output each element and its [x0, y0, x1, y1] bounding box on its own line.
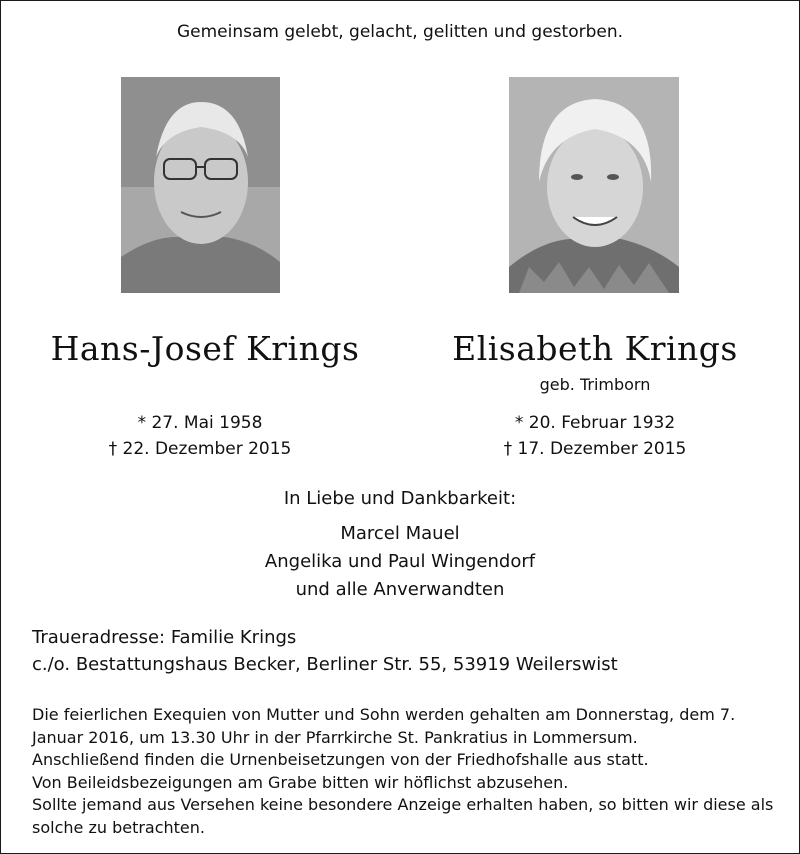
- mourner-name: Angelika und Paul Wingendorf: [264, 551, 536, 572]
- birth-date-hans-josef: * 27. Mai 1958: [137, 413, 263, 433]
- motto: Gemeinsam gelebt, gelacht, gelitten und gestorben.: [176, 22, 624, 42]
- birth-date-elisabeth: * 20. Februar 1932: [514, 413, 676, 433]
- mourners-heading: In Liebe und Dankbarkeit:: [283, 488, 517, 509]
- death-date-hans-josef: † 22. Dezember 2015: [108, 439, 292, 459]
- portrait-photo-hans-josef: [121, 77, 280, 293]
- deceased-name-elisabeth: Elisabeth Krings: [452, 329, 738, 368]
- deceased-name-hans-josef: Hans-Josef Krings: [50, 329, 360, 368]
- notice-paragraph: Anschließend finden die Urnenbeisetzungen von der Friedhofshalle aus statt.: [32, 750, 649, 769]
- death-date-elisabeth: † 17. Dezember 2015: [503, 439, 687, 459]
- notice-paragraph: Sollte jemand aus Versehen keine besondere Anzeige erhalten haben, so bitten wir diese als solche zu betrachten.: [32, 795, 774, 837]
- portrait-photo-elisabeth: [509, 77, 679, 293]
- address-line-2: c./o. Bestattungshaus Becker, Berliner Str. 55, 53919 Weilerswist: [32, 654, 618, 675]
- mourner-name: und alle Anverwandten: [295, 579, 505, 600]
- notice-paragraph: Von Beileidsbezeigungen am Grabe bitten wir höflichst abzusehen.: [32, 772, 569, 792]
- mourning-address: [32, 624, 618, 678]
- notice-paragraph: Die feierlichen Exequien von Mutter und Sohn werden gehalten am Donnerstag, dem 7. Januar 2016, um 13.30 Uhr in der Pfarrkirche St. Pankratius in Lommersum.: [32, 705, 736, 747]
- maiden-name-elisabeth: geb. Trimborn: [539, 375, 651, 394]
- mourners-block: [0, 485, 800, 604]
- address-line-1: Traueradresse: Familie Krings: [32, 627, 297, 648]
- funeral-notice-text: [32, 704, 777, 839]
- mourner-name: Marcel Mauel: [340, 523, 460, 544]
